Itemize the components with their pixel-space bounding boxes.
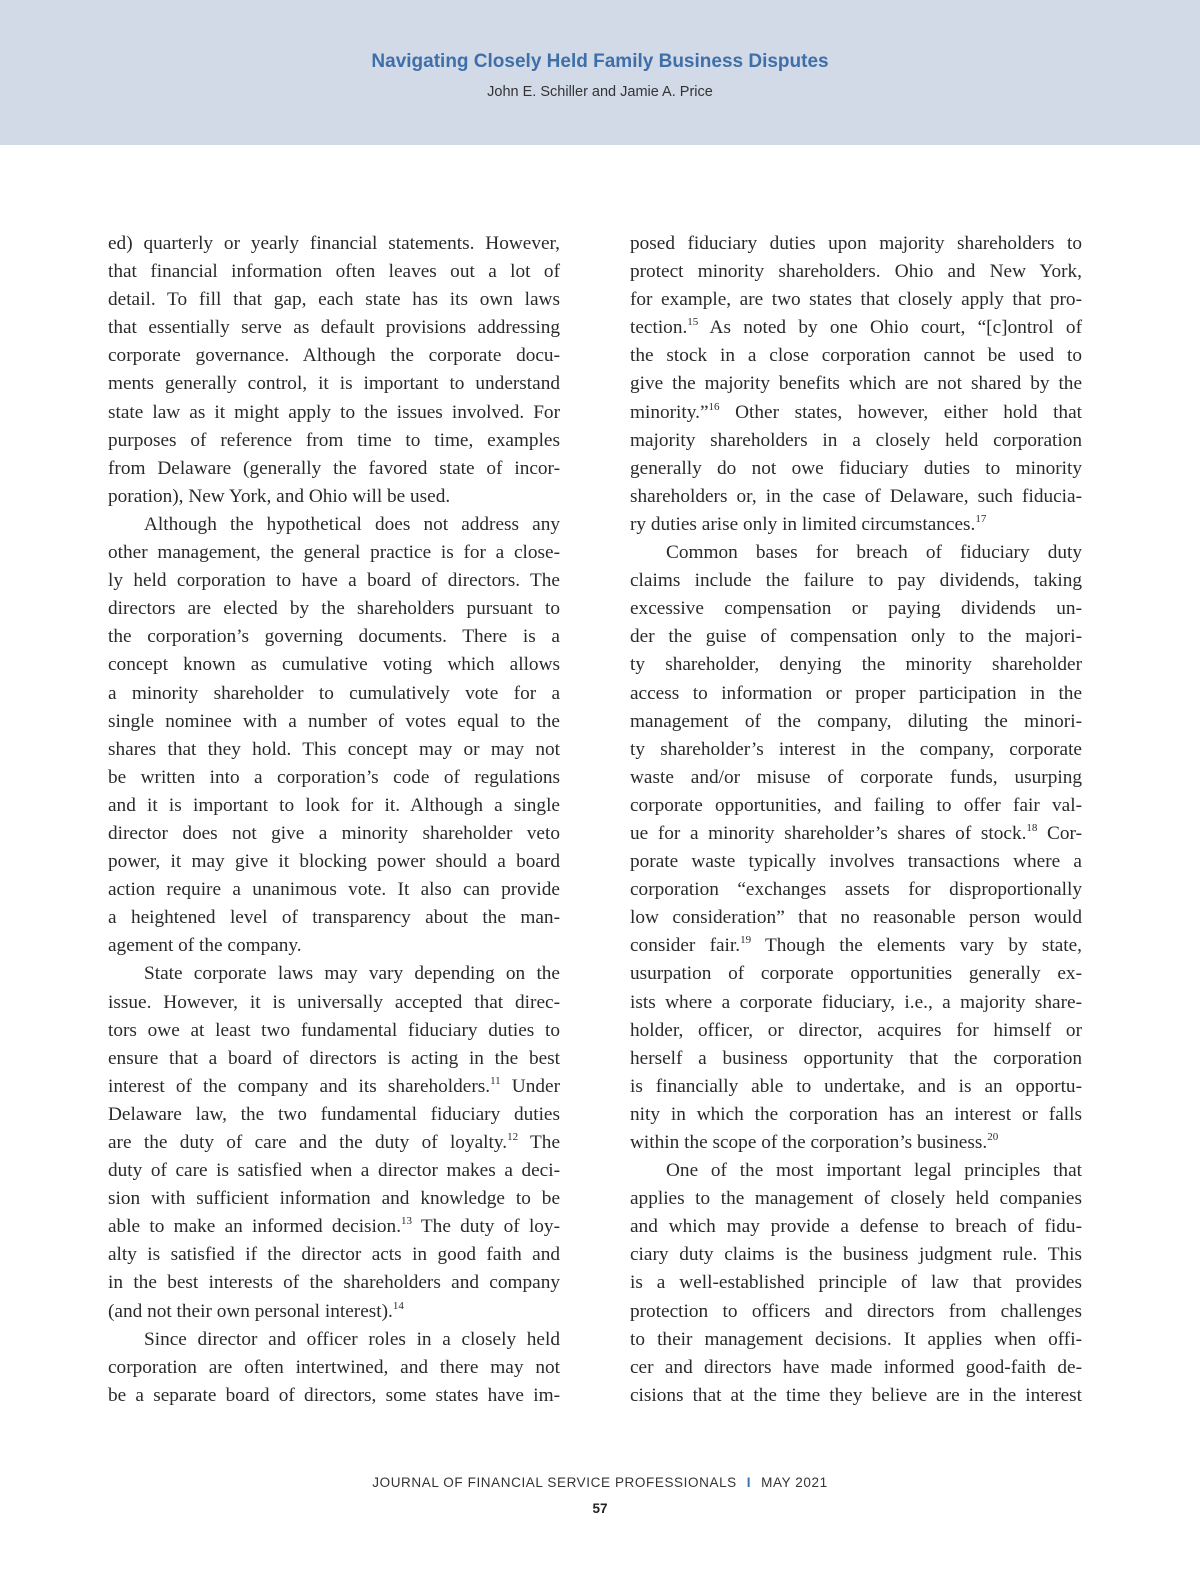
text-line (630, 314, 1082, 342)
text-segment: Though the elements vary by state, (751, 935, 1082, 957)
text-segment: minority.” (630, 401, 709, 423)
text-line: shareholders or, in the case of Delaware, such fiducia- (630, 485, 1082, 507)
text-line (108, 1073, 560, 1101)
text-line: sion with sufficient information and knowledge to be (108, 1188, 560, 1210)
text-line: majority shareholders in a closely held corporation (630, 429, 1082, 451)
text-line: ty shareholder, denying the minority shareholder (630, 654, 1082, 676)
text-line: in the best interests of the shareholders and company (108, 1272, 560, 1294)
article-authors: John E. Schiller and Jamie A. Price (487, 84, 713, 100)
text-segment: able to make an informed decision. (108, 1216, 402, 1238)
page-number: 57 (592, 1501, 608, 1516)
text-line: action require a unanimous vote. It also can provide (108, 879, 560, 901)
text-line: alty is satisfied if the director acts in good faith and (108, 1244, 560, 1266)
left-column (108, 230, 560, 1410)
text-line: agement of the company. (108, 935, 302, 957)
text-line: cisions that at the time they believe are in the interest (630, 1384, 1082, 1406)
text-line: that financial information often leaves out a lot of (108, 261, 560, 283)
text-line (630, 511, 1082, 539)
text-line (108, 1213, 560, 1241)
text-line: and it is important to look for it. Although a single (108, 794, 560, 816)
text-line: is a well-established principle of law that provides (630, 1272, 1082, 1294)
text-line (630, 1129, 1082, 1157)
text-line: Common bases for breach of fiduciary duty (666, 542, 1082, 564)
text-line: herself a business opportunity that the corporation (630, 1047, 1082, 1069)
text-line: is financially able to undertake, and is an opportu- (630, 1075, 1082, 1097)
text-line (630, 820, 1082, 848)
text-line: director does not give a minority shareholder veto (108, 822, 560, 844)
text-line: posed fiduciary duties upon majority shareholders to (630, 233, 1082, 254)
text-line: low consideration” that no reasonable person would (630, 907, 1082, 929)
text-segment: are the duty of care and the duty of loyalty. (108, 1132, 508, 1153)
footnote-ref: 16 (708, 400, 720, 413)
text-line: One of the most important legal principles that (666, 1160, 1082, 1182)
text-line: directors are elected by the shareholders pursuant to (108, 598, 560, 620)
text-segment: within the scope of the corporation’s business. (630, 1132, 988, 1153)
right-column (630, 230, 1082, 1410)
text-line: for example, are two states that closely apply that pro- (630, 289, 1082, 311)
text-line: nity in which the corporation has an interest or falls (630, 1103, 1082, 1125)
text-line (108, 1129, 560, 1157)
text-line: other management, the general practice is for a close- (108, 542, 560, 564)
footnote-ref: 20 (987, 1131, 999, 1143)
text-segment: The (518, 1132, 561, 1153)
text-segment: Under (500, 1075, 560, 1097)
article-title: Navigating Closely Held Family Business Disputes (371, 51, 829, 72)
footnote-ref: 18 (1026, 821, 1038, 834)
text-line: the stock in a close corporation cannot be used to (630, 345, 1082, 367)
header-band (0, 0, 1200, 145)
text-line: management of the company, diluting the minori- (630, 710, 1082, 732)
text-line: ty shareholder’s interest in the company, corporate (630, 738, 1082, 760)
text-line: be written into a corporation’s code of regulations (108, 766, 560, 788)
text-segment: (and not their own personal interest). (108, 1300, 393, 1322)
text-line: and which may provide a defense to breach of fidu- (630, 1216, 1082, 1238)
issue-date: MAY 2021 (761, 1475, 828, 1490)
text-line: claims include the failure to pay dividends, taking (630, 570, 1082, 592)
footnote-ref: 14 (392, 1299, 404, 1312)
footnote-ref: 15 (687, 316, 699, 329)
text-line: State corporate laws may vary depending on the (144, 963, 560, 985)
text-line: excessive compensation or paying dividends un- (630, 598, 1082, 620)
text-line: access to information or proper participation in the (630, 682, 1082, 704)
text-line (630, 932, 1082, 960)
text-line: purposes of reference from time to time, examples (108, 429, 560, 451)
text-line: Since director and officer roles in a closely held (144, 1328, 560, 1350)
text-line: that essentially serve as default provisions addressing (108, 317, 560, 339)
text-line: ed) quarterly or yearly financial statements. However, (108, 233, 560, 254)
text-line: be a separate board of directors, some states have im- (108, 1384, 560, 1406)
text-line: usurpation of corporate opportunities generally ex- (630, 963, 1082, 985)
footnote-ref: 17 (975, 512, 987, 525)
text-line: holder, officer, or director, acquires for himself or (630, 1019, 1082, 1041)
text-line: applies to the management of closely held companies (630, 1188, 1082, 1210)
footnote-ref: 12 (507, 1131, 519, 1143)
footnote-ref: 19 (740, 934, 752, 947)
text-line: state law as it might apply to the issues involved. For (108, 401, 560, 423)
text-line: give the majority benefits which are not shared by the (630, 373, 1082, 395)
text-line: Delaware law, the two fundamental fiduciary duties (108, 1103, 560, 1125)
text-line: single nominee with a number of votes equal to the (108, 710, 560, 732)
journal-name: JOURNAL OF FINANCIAL SERVICE PROFESSIONALS (372, 1475, 737, 1490)
text-line: to their management decisions. It applies when offi- (630, 1328, 1082, 1350)
text-segment: tection. (630, 317, 688, 339)
text-line: corporate governance. Although the corporate docu- (108, 345, 560, 367)
text-line: generally do not owe fiduciary duties to minority (630, 457, 1082, 479)
text-segment: Cor- (1037, 822, 1083, 844)
text-line: corporation “exchanges assets for disproportionally (630, 879, 1082, 901)
text-segment: ry duties arise only in limited circumstances. (630, 513, 976, 535)
text-line: Although the hypothetical does not address any (144, 513, 560, 535)
footnote-ref: 11 (490, 1074, 501, 1087)
text-line: duty of care is satisfied when a director makes a deci- (108, 1160, 560, 1182)
text-line: ments generally control, it is important to understand (108, 373, 560, 395)
text-line: detail. To fill that gap, each state has its own laws (108, 289, 560, 311)
text-segment: The duty of loy- (412, 1216, 560, 1238)
text-segment: interest of the company and its shareholders. (108, 1075, 491, 1097)
text-line: ciary duty claims is the business judgment rule. This (630, 1244, 1082, 1266)
text-line: cer and directors have made informed good-faith de- (630, 1356, 1082, 1378)
footer-journal-line (0, 1475, 1200, 1490)
text-line (630, 399, 1082, 427)
footer-separator: I (746, 1475, 752, 1490)
text-line: ists where a corporate fiduciary, i.e., a majority share- (630, 991, 1082, 1013)
text-segment: ue for a minority shareholder’s shares of stock. (630, 822, 1027, 844)
text-line: issue. However, it is universally accepted that direc- (108, 991, 560, 1013)
text-line: the corporation’s governing documents. There is a (108, 626, 560, 648)
text-segment: consider fair. (630, 935, 741, 957)
text-line: waste and/or misuse of corporate funds, usurping (630, 766, 1082, 788)
text-line: from Delaware (generally the favored state of incor- (108, 457, 560, 479)
text-line (108, 1298, 560, 1326)
text-line: porate waste typically involves transactions where a (630, 851, 1082, 873)
text-line: power, it may give it blocking power should a board (108, 851, 560, 873)
text-line: ly held corporation to have a board of directors. The (108, 570, 560, 592)
text-line: der the guise of compensation only to the majori- (630, 626, 1082, 648)
footnote-ref: 13 (401, 1215, 413, 1228)
text-line: corporation are often intertwined, and there may not (108, 1356, 560, 1378)
text-line: shares that they hold. This concept may or may not (108, 738, 560, 760)
text-line: a minority shareholder to cumulatively vote for a (108, 682, 560, 704)
text-line: poration), New York, and Ohio will be used. (108, 485, 451, 507)
text-line: concept known as cumulative voting which allows (108, 654, 560, 676)
text-line: protection to officers and directors from challenges (630, 1300, 1082, 1322)
text-segment: As noted by one Ohio court, “[c]ontrol of (698, 317, 1082, 339)
text-line: ensure that a board of directors is acting in the best (108, 1047, 560, 1069)
text-line: protect minority shareholders. Ohio and New York, (630, 261, 1082, 283)
text-line: tors owe at least two fundamental fiduciary duties to (108, 1019, 560, 1041)
text-line: corporate opportunities, and failing to offer fair val- (630, 794, 1082, 816)
text-segment: Other states, however, either hold that (719, 401, 1082, 423)
text-line: a heightened level of transparency about the man- (108, 907, 560, 929)
